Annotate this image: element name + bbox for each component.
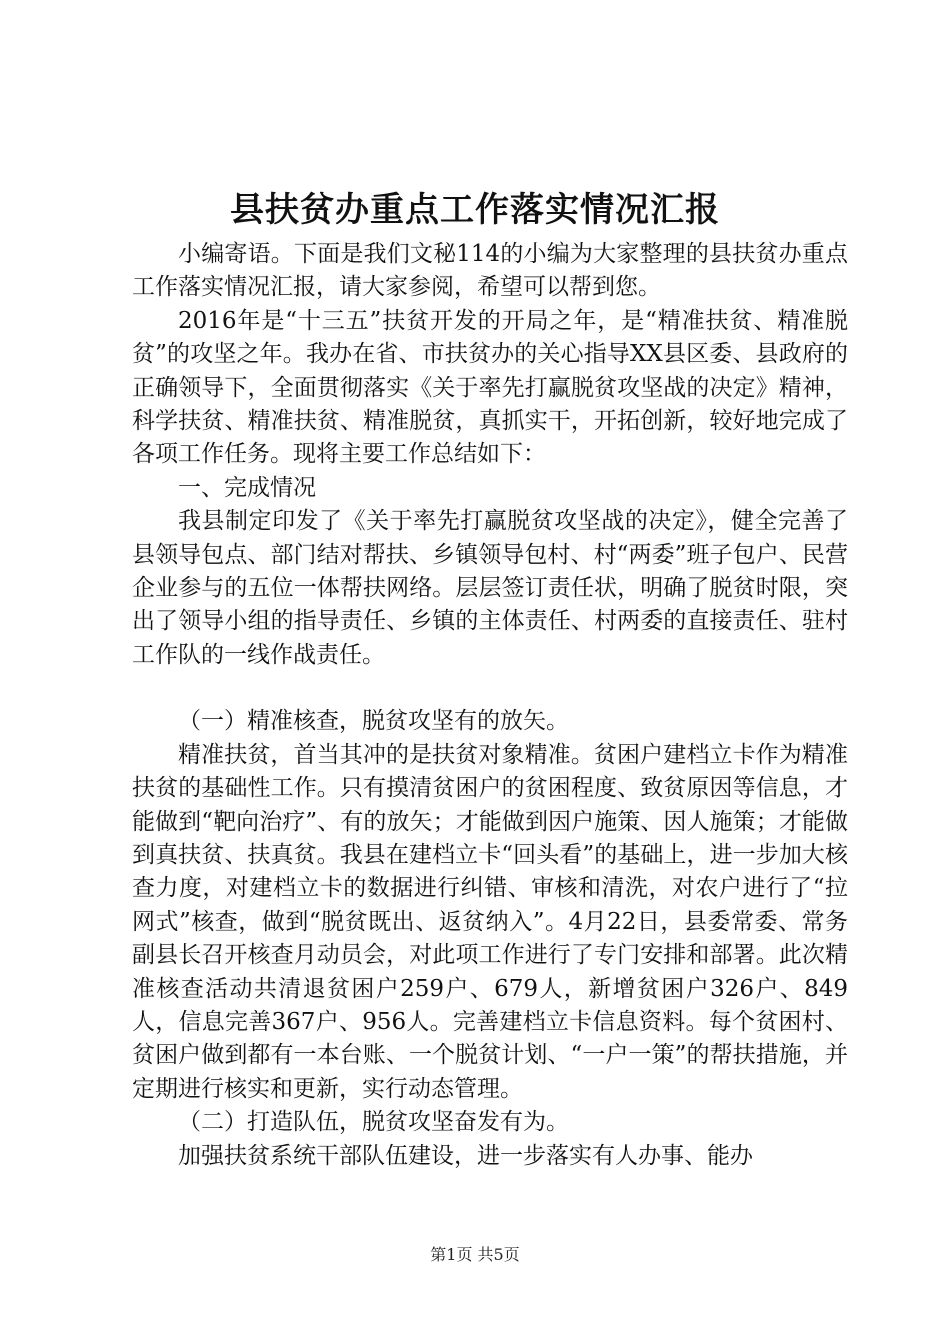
section-heading-completion: 一、完成情况 [178,474,316,501]
paragraph-team-building: 加强扶贫系统干部队伍建设，进一步落实有人办事、能办 [178,1142,753,1169]
subsection-heading-1: （一）精准核查，脱贫攻坚有的放矢。 [178,708,569,735]
paragraph-intro: 小编寄语。下面是我们文秘114的小编为大家整理的县扶贫办重点工作落实情况汇报，请大家参阅，希望可以帮到您。 [132,241,848,301]
document-title: 县扶贫办重点工作落实情况汇报 [230,190,720,230]
page-number-footer: 第1页 共5页 [430,1245,520,1264]
paragraph-precise-verification: 精准扶贫，首当其冲的是扶贫对象精准。贫困户建档立卡作为精准扶贫的基础性工作。只有摸清贫困户的贫困程度、致贫原因等信息，才能做到“靶向治疗”、有的放矢；才能做到因户施策、因人施策；才能做到真扶贫、扶真贫。我县在建档立卡“回头看”的基础上，进一步加大核查力度，对建档立卡的数据进行纠错、审核和清洗，对农户进行了“拉网式”核查，做到“脱贫既出、返贫纳入”。4月22日，县委常委、常务副县长召开核查月动员会，对此项工作进行了专门安排和部署。此次精准核查活动共清退贫困户259户、679人，新增贫困户326户、849人，信息完善367户、956人。完善建档立卡信息资料。每个贫困村、贫困户做到都有一本台账、一个脱贫计划、“一户一策”的帮扶措施，并定期进行核实和更新，实行动态管理。 [132,741,848,1102]
document-body [132,238,848,1173]
subsection-heading-2: （二）打造队伍，脱贫攻坚奋发有为。 [178,1109,569,1136]
paragraph-completion: 我县制定印发了《关于率先打赢脱贫攻坚战的决定》，健全完善了县领导包点、部门结对帮扶、乡镇领导包村、村“两委”班子包户、民营企业参与的五位一体帮扶网络。层层签订责任状，明确了脱贫时限，突出了领导小组的指导责任、乡镇的主体责任、村两委的直接责任、驻村工作队的一线作战责任。 [132,508,848,668]
paragraph-overview: 2016年是“十三五”扶贫开发的开局之年，是“精准扶贫、精准脱贫”的攻坚之年。我办在省、市扶贫办的关心指导XX县区委、县政府的正确领导下，全面贯彻落实《关于率先打赢脱贫攻坚战的决定》精神，科学扶贫、精准扶贫、精准脱贫，真抓实干，开拓创新，较好地完成了各项工作任务。现将主要工作总结如下： [132,307,848,468]
